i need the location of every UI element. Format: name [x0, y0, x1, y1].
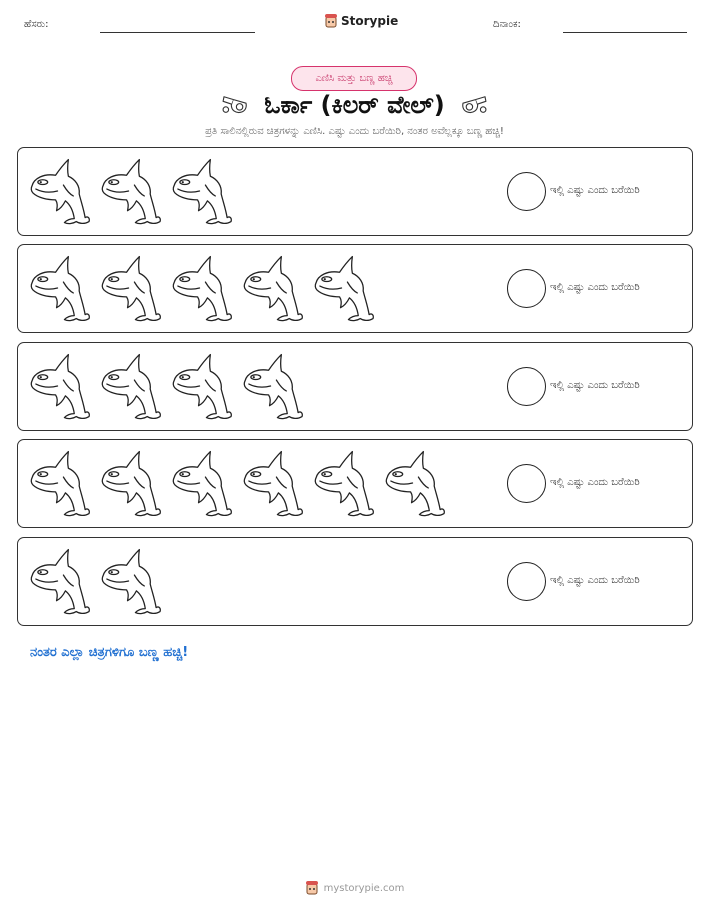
orca-icon — [170, 448, 233, 520]
orca-group — [28, 156, 233, 228]
orca-icon — [28, 448, 91, 520]
counting-row — [17, 537, 693, 626]
orca-icon — [170, 351, 233, 423]
orca-icon — [99, 546, 162, 618]
counting-row — [17, 147, 693, 236]
answer-circle[interactable] — [507, 172, 546, 211]
orca-icon — [312, 448, 375, 520]
answer-circle[interactable] — [507, 269, 546, 308]
name-field-line[interactable] — [100, 32, 255, 33]
orca-icon — [28, 253, 91, 325]
orca-group — [28, 448, 446, 520]
brand-name: Storypie — [341, 14, 399, 28]
orca-icon — [99, 253, 162, 325]
answer-hint: ಇಲ್ಲಿ ಎಷ್ಟು ಎಂದು ಬರೆಯಿರಿ — [550, 477, 640, 488]
whistle-icon — [220, 94, 250, 116]
orca-icon — [28, 156, 91, 228]
answer-circle[interactable] — [507, 464, 546, 503]
orca-icon — [241, 253, 304, 325]
orca-icon — [28, 351, 91, 423]
orca-icon — [383, 448, 446, 520]
answer-hint: ಇಲ್ಲಿ ಎಷ್ಟು ಎಂದು ಬರೆಯಿರಿ — [550, 282, 640, 293]
name-label: ಹೆಸರು: — [24, 19, 49, 30]
footer-note: ನಂತರ ಎಲ್ಲಾ ಚಿತ್ರಗಳಿಗೂ ಬಣ್ಣ ಹಚ್ಚಿ! — [30, 645, 189, 660]
orca-group — [28, 351, 304, 423]
counting-row — [17, 244, 693, 333]
counting-row — [17, 342, 693, 431]
activity-badge: ಎಣಿಸಿ ಮತ್ತು ಬಣ್ಣ ಹಚ್ಚಿ — [291, 66, 417, 91]
orca-icon — [170, 156, 233, 228]
answer-hint: ಇಲ್ಲಿ ಎಷ್ಟು ಎಂದು ಬರೆಯಿರಿ — [550, 380, 640, 391]
title-row — [0, 88, 709, 122]
answer-circle[interactable] — [507, 367, 546, 406]
counting-row — [17, 439, 693, 528]
site-footer — [0, 880, 709, 896]
orca-icon — [312, 253, 375, 325]
orca-icon — [241, 351, 304, 423]
date-label: ದಿನಾಂಕ: — [493, 19, 521, 30]
orca-group — [28, 546, 162, 618]
answer-hint: ಇಲ್ಲಿ ಎಷ್ಟು ಎಂದು ಬರೆಯಿರಿ — [550, 575, 640, 586]
instructions: ಪ್ರತಿ ಸಾಲಿನಲ್ಲಿರುವ ಚಿತ್ರಗಳನ್ನು ಎಣಿಸಿ. ಎಷ್ಟು ಎಂದು ಬರೆಯಿರಿ, ನಂತರ ಅವೆಲ್ಲಕ್ಕೂ ಬಣ್ಣ ಹಚ್ಚಿ! — [205, 126, 504, 137]
date-field-line[interactable] — [563, 32, 687, 33]
brand-logo — [324, 13, 398, 29]
orca-icon — [28, 546, 91, 618]
storypie-mascot-icon — [305, 880, 319, 896]
whistle-icon — [459, 94, 489, 116]
orca-icon — [241, 448, 304, 520]
orca-icon — [99, 156, 162, 228]
orca-icon — [99, 448, 162, 520]
answer-hint: ಇಲ್ಲಿ ಎಷ್ಟು ಎಂದು ಬರೆಯಿರಿ — [550, 185, 640, 196]
answer-circle[interactable] — [507, 562, 546, 601]
orca-group — [28, 253, 375, 325]
site-url: mystorypie.com — [323, 882, 405, 894]
storypie-mascot-icon — [324, 13, 338, 29]
orca-icon — [170, 253, 233, 325]
orca-icon — [99, 351, 162, 423]
worksheet-title: ಓರ್ಕಾ (ಕಿಲರ್ ವೇಲ್) — [264, 91, 445, 119]
